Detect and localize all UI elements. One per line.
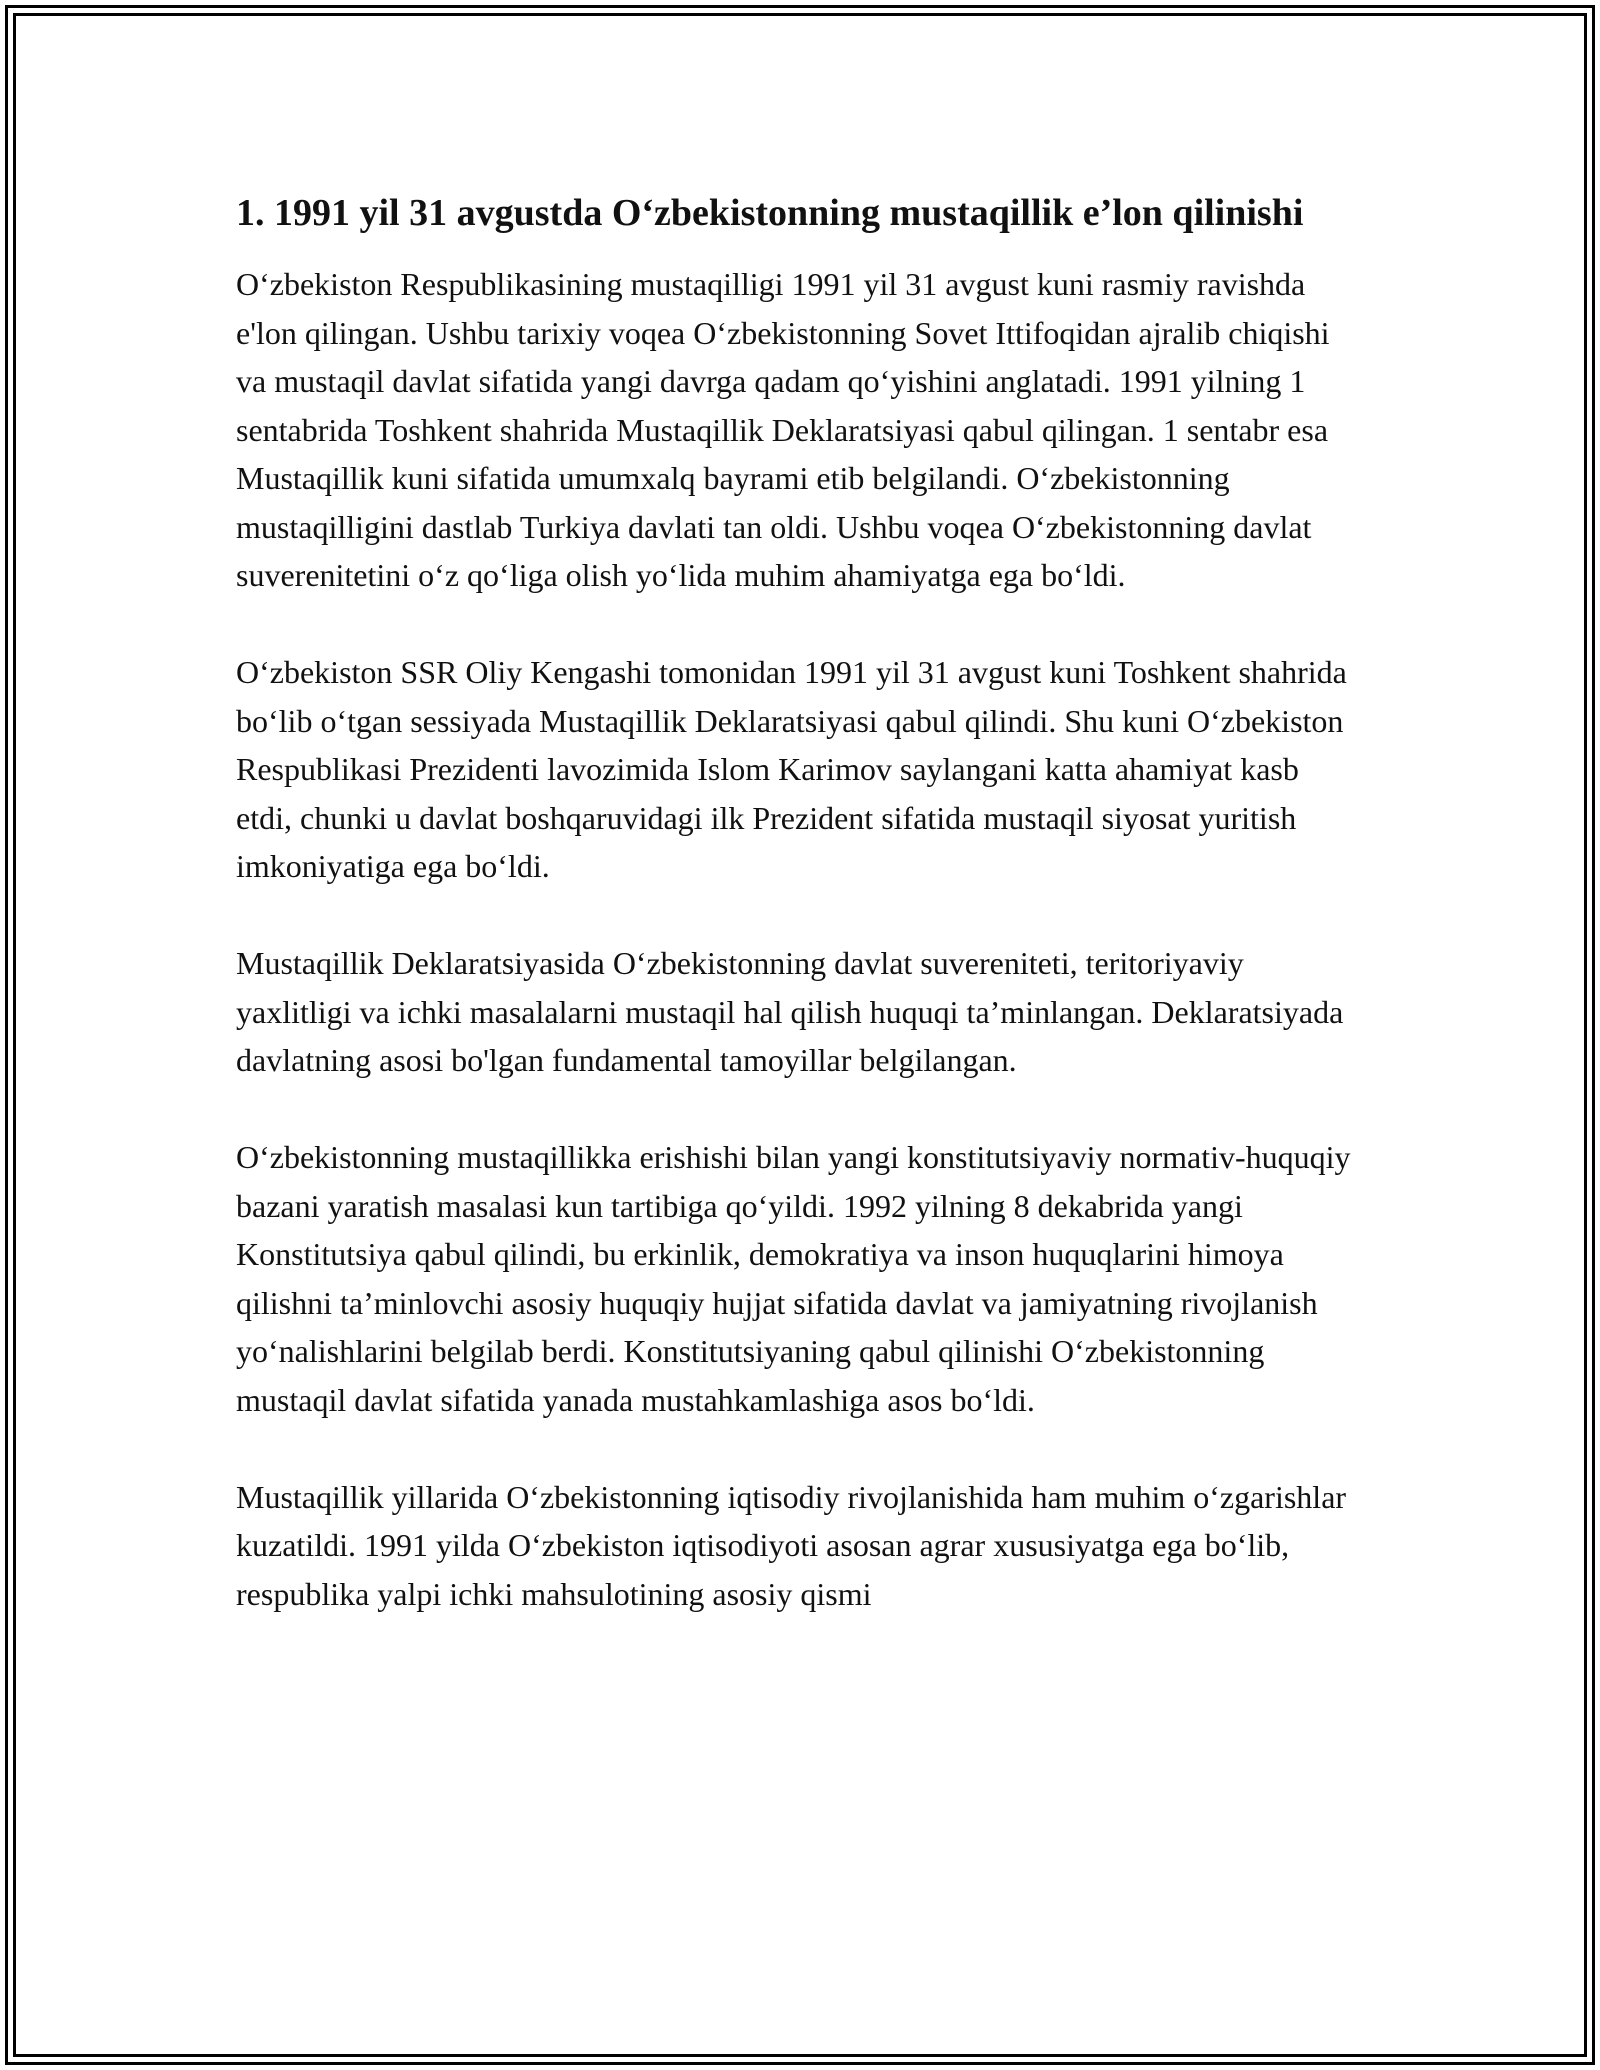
- document-body: [236, 186, 1356, 1667]
- section-heading: 1. 1991 yil 31 avgustda O‘zbekistonning mustaqillik e’lon qilinishi: [236, 192, 1304, 234]
- paragraph-economic-development: Mustaqillik yillarida O‘zbekistonning iqtisodiy rivojlanishida ham muhim o‘zgarishlar kuzatildi. 1991 yilda O‘zbekiston iqtisodiyoti asosan agrar xususiyatga ega bo‘lib, respublika yalpi ichki mahsulotining asosiy qismi: [236, 1478, 1347, 1612]
- paragraph-independence-declared: O‘zbekiston Respublikasining mustaqilligi 1991 yil 31 avgust kuni rasmiy ravishda e'lon qilingan. Ushbu tarixiy voqea O‘zbekistonning Sovet Ittifoqidan ajralib chiqishi va mustaqil davlat sifatida yangi davrga qadam qo‘yishini anglatadi. 1991 yilning 1 sentabrida Toshkent shahrida Mustaqillik Deklaratsiyasi qabul qilingan. 1 sentabr esa Mustaqillik kuni sifatida umumxalq bayrami etib belgilandi. O‘zbekistonning mustaqilligini dastlab Turkiya davlati tan oldi. Ushbu voqea O‘zbekistonning davlat suverenitetini o‘z qo‘liga olish yo‘lida muhim ahamiyatga ega bo‘ldi.: [236, 266, 1330, 593]
- paragraph-supreme-council-session: O‘zbekiston SSR Oliy Kengashi tomonidan 1991 yil 31 avgust kuni Toshkent shahrida bo‘lib o‘tgan sessiyada Mustaqillik Deklaratsiyasi qabul qilindi. Shu kuni O‘zbekiston Respublikasi Prezidenti lavozimida Islom Karimov saylangani katta ahamiyat kasb etdi, chunki u davlat boshqaruvidagi ilk Prezident sifatida mustaqil siyosat yuritish imkoniyatiga ega bo‘ldi.: [236, 654, 1347, 884]
- paragraph-constitution: O‘zbekistonning mustaqillikka erishishi bilan yangi konstitutsiyaviy normativ-huquqiy bazani yaratish masalasi kun tartibiga qo‘yildi. 1992 yilning 8 dekabrida yangi Konstitutsiya qabul qilindi, bu erkinlik, demokratiya va inson huquqlarini himoya qilishni ta’minlovchi asosiy huquqiy hujjat sifatida davlat va jamiyatning rivojlanish yo‘nalishlarini belgilab berdi. Konstitutsiyaning qabul qilinishi O‘zbekistonning mustaqil davlat sifatida yanada mustahkamlashiga asos bo‘ldi.: [236, 1139, 1351, 1418]
- paragraph-declaration-principles: Mustaqillik Deklaratsiyasida O‘zbekistonning davlat suvereniteti, teritoriyaviy yaxlitligi va ichki masalalarni mustaqil hal qilish huquqi ta’minlangan. Deklaratsiyada davlatning asosi bo'lgan fundamental tamoyillar belgilangan.: [236, 945, 1344, 1078]
